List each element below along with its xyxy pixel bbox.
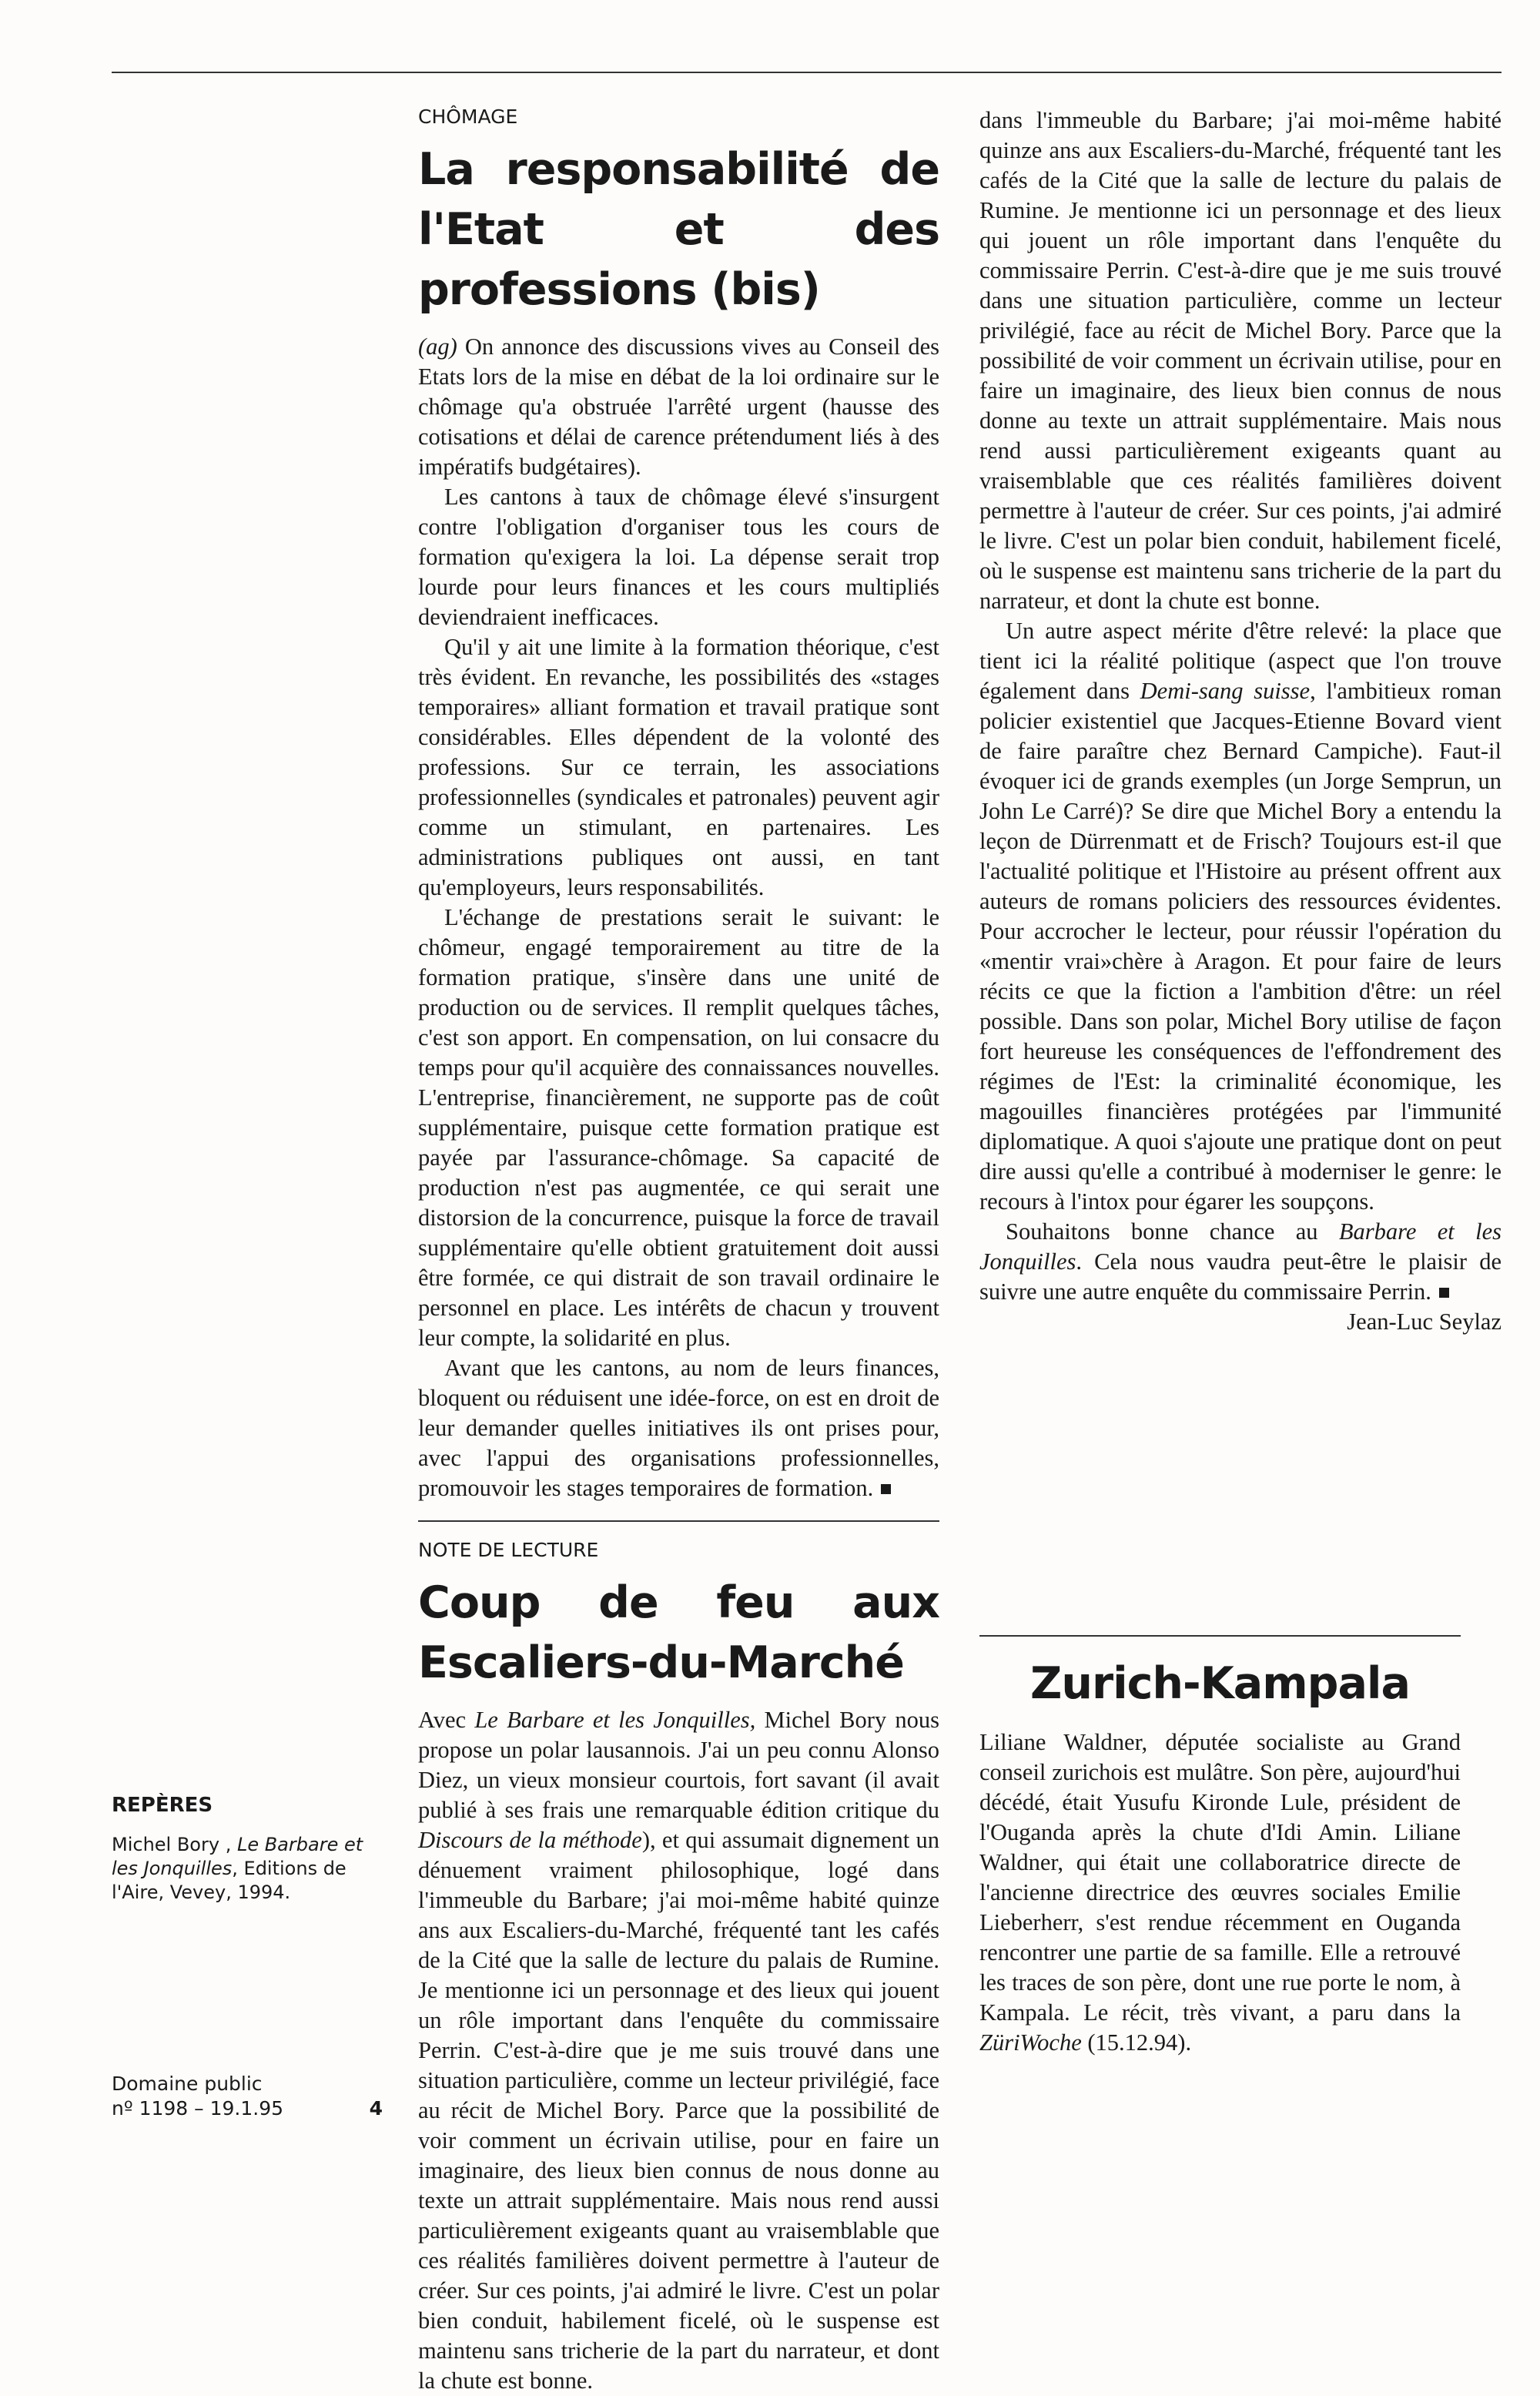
- article3-paragraph: Liliane Waldner, députée socialiste au Grand conseil zurichois est mulâtre. Son père, aujourd'hui décédé, était Yusufu Kironde Lule, président de l'Ouganda après la chute d'Idi Amin. Liliane Waldner, qui était une collaboratrice directe de l'ancienne directrice des œuvres sociales Emilie Lieberherr, s'est rendue récemment en Ouganda rencontrer une partie de sa famille. Elle a retrouvé les traces de son père, dont une rue porte le nom, à Kampala. Le récit, très vivant, a paru dans la ZüriWoche (15.12.94).: [979, 1729, 1461, 2056]
- end-mark-icon: [1439, 1288, 1449, 1298]
- top-rule: [112, 72, 1502, 73]
- article-separator: [979, 1635, 1461, 1637]
- article2-paragraph: dans l'immeuble du Barbare; j'ai moi-même habité quinze ans aux Escaliers-du-Marché, fréquenté tant les cafés de la Cité que la salle de lecture du palais de Rumine. Je mentionne ici un personnage et des lieux qui jouent un rôle important dans l'enquête du commissaire Perrin. C'est-à-dire que je me suis trouvé dans une situation particulière, comme un lecteur privilégié, face au récit de Michel Bory. Parce que la possibilité de voir comment un écrivain utilise, pour en faire un imaginaire, des lieux bien connus de nous donne au texte un attrait supplémentaire. Mais nous rend aussi particulièrement exigeants quant au vraisemblable que ces réalités familières doivent permettre à l'auteur de créer. Sur ces points, j'ai admiré le livre. C'est un polar bien conduit, habilement ficelé, où le suspense est maintenu sans tricherie de la part du narrateur, et dont la chute est bonne.: [979, 107, 1502, 614]
- footer: [112, 2072, 389, 2121]
- book-title: Le Barbare et les Jonquilles,: [474, 1707, 756, 1733]
- article1-paragraph: (ag) On annonce des discussions vives au Conseil des Etats lors de la mise en débat de la loi ordinaire sur le chômage qu'a obstruée l'arrêté urgent (hausse des cotisations et délai de carence prétendument liés à des impératifs budgétaires).: [418, 333, 939, 480]
- column-middle: [418, 106, 940, 2394]
- reperes-text: [112, 1833, 377, 1905]
- article1-paragraph: L'échange de prestations serait le suivant: le chômeur, engagé temporairement au titre de la formation pratique, s'insère dans une unité de production ou de services. Il remplit quelques tâches, c'est son apport. En compensation, on lui consacre du temps pour qu'il acquière des connaissances nouvelles. L'entreprise, financièrement, ne supporte pas de coût supplémentaire, puisque cette formation pratique est payée par l'assurance-chômage. Sa capacité de production n'est pas augmentée, ce qui serait une distorsion de la concurrence, puisque la force de travail supplémentaire qu'elle obtient gratuitement doit aussi être formée, ce qui distrait de son travail ordinaire le personnel en place. Les intérêts de chacun y trouvent leur compte, la solidarité en plus.: [418, 904, 939, 1351]
- page-number: 4: [369, 2097, 383, 2120]
- article3: [979, 1635, 1461, 2058]
- footer-issue-line: [112, 2096, 389, 2121]
- reperes-box: [112, 1793, 377, 1905]
- article1-byline: (ag): [418, 333, 457, 360]
- article1-headline: La responsabilité de l'Etat et des professions (bis): [418, 144, 939, 315]
- article1-kicker: CHÔMAGE: [418, 106, 518, 128]
- article1-paragraph: Avant que les cantons, au nom de leurs finances, bloquent ou réduisent une idée-force, on est en droit de leur demander quelles initiatives ils ont prises pour, avec l'appui des organisations professionnelles, promouvoir les stages temporaires de formation.: [418, 1355, 939, 1501]
- reperes-book: Le Barbare et les Jonquilles: [112, 1834, 363, 1879]
- footer-publication: Domaine public: [112, 2073, 263, 2095]
- end-mark-icon: [881, 1484, 891, 1494]
- article2-paragraph: Avec Le Barbare et les Jonquilles, Michel Bory nous propose un polar lausannois. J'ai un peu connu Alonso Diez, un vieux monsieur courtois, fort savant (il avait publié à ses frais une remarquable édition critique du Discours de la méthode), et qui assumait dignement un dénuement vraiment philosophique, logé dans l'immeuble du Barbare; j'ai moi-même habité quinze ans aux Escaliers-du-Marché, fréquenté tant les cafés de la Cité que la salle de lecture du palais de Rumine. Je mentionne ici un personnage et des lieux qui jouent un rôle important dans l'enquête du commissaire Perrin. C'est-à-dire que je me suis trouvé dans une situation particulière, comme un lecteur privilégié, face au récit de Michel Bory. Parce que la possibilité de voir comment un écrivain utilise, pour en faire un imaginaire, des lieux bien connus de nous donne au texte un attrait supplémentaire. Mais nous rend aussi particulièrement exigeants quant au vraisemblable que ces réalités familières doivent permettre à l'auteur de créer. Sur ces points, j'ai admiré le livre. C'est un polar bien conduit, habilement ficelé, où le suspense est maintenu sans tricherie de la part du narrateur, et dont la chute est bonne.: [418, 1707, 940, 2394]
- book-title: Demi-sang suisse: [1140, 678, 1311, 704]
- article3-headline: Zurich-Kampala: [1030, 1658, 1410, 1709]
- article2-paragraph: Souhaitons bonne chance au Barbare et les Jonquilles. Cela nous vaudra peut-être le plaisir de suivre une autre enquête du commissaire Perrin.: [979, 1218, 1502, 1305]
- reperes-title: REPÈRES: [112, 1794, 213, 1817]
- column-right-text: [979, 106, 1502, 1584]
- article1-paragraph: Qu'il y ait une limite à la formation théorique, c'est très évident. En revanche, les possibilités des «stages temporaires» alliant formation et travail pratique sont considérables. Elles dépendent de la volonté des professions. Sur ce terrain, les associations professionnelles (syndicales et patronales) peuvent agir comme un stimulant, en partenaires. Les administrations publiques ont aussi, en tant qu'employeurs, leurs responsabilités.: [418, 634, 939, 900]
- source-title: ZüriWoche: [979, 2029, 1082, 2056]
- article-separator: [418, 1520, 939, 1522]
- article2-kicker: NOTE DE LECTURE: [418, 1539, 599, 1561]
- article1-paragraph: Les cantons à taux de chômage élevé s'insurgent contre l'obligation d'organiser tous les cours de formation qu'exigera la loi. La dépense serait trop lourde pour leurs finances et les cours multipliés deviendraient inefficaces.: [418, 484, 939, 630]
- article2-headline: Coup de feu aux Escaliers-du-Marché: [418, 1577, 939, 1688]
- reperes-details: , Editions de l'Aire, Vevey, 1994.: [112, 1858, 346, 1903]
- article2-paragraph: Un autre aspect mérite d'être relevé: la place que tient ici la réalité politique (aspect que l'on trouve également dans Demi-sang suisse, l'ambitieux roman policier existentiel que Jacques-Etienne Bovard vient de faire paraître chez Bernard Campiche). Faut-il évoquer ici de grands exemples (un Jorge Semprun, un John Le Carré)? Se dire que Michel Bory a entendu la leçon de Dürrenmatt et de Frisch? Toujours est-il que l'actualité politique et l'Histoire au présent offrent aux auteurs de romans policiers des ressources évidentes. Pour accrocher le lecteur, pour réussir l'opération du «mentir vrai»chère à Aragon. Et pour faire de leurs récits ce que la fiction a l'ambition d'être: un réel possible. Dans son polar, Michel Bory utilise de façon fort heureuse les conséquences de l'effondrement des régimes de l'Est: la criminalité économique, les magouilles financières protégées par l'immunité diplomatique. A quoi s'ajoute une pratique dont on peut dire aussi qu'elle a contribué à moderniser le genre: le recours à l'intox pour égarer les soupçons.: [979, 618, 1502, 1215]
- cited-work: Discours de la méthode: [418, 1827, 642, 1853]
- book-title: Barbare et les Jonquilles: [979, 1218, 1502, 1275]
- article2-author: Jean-Luc Seylaz: [1347, 1309, 1502, 1335]
- reperes-author: Michel Bory ,: [112, 1834, 237, 1855]
- footer-issue: nº 1198 – 19.1.95: [112, 2097, 284, 2120]
